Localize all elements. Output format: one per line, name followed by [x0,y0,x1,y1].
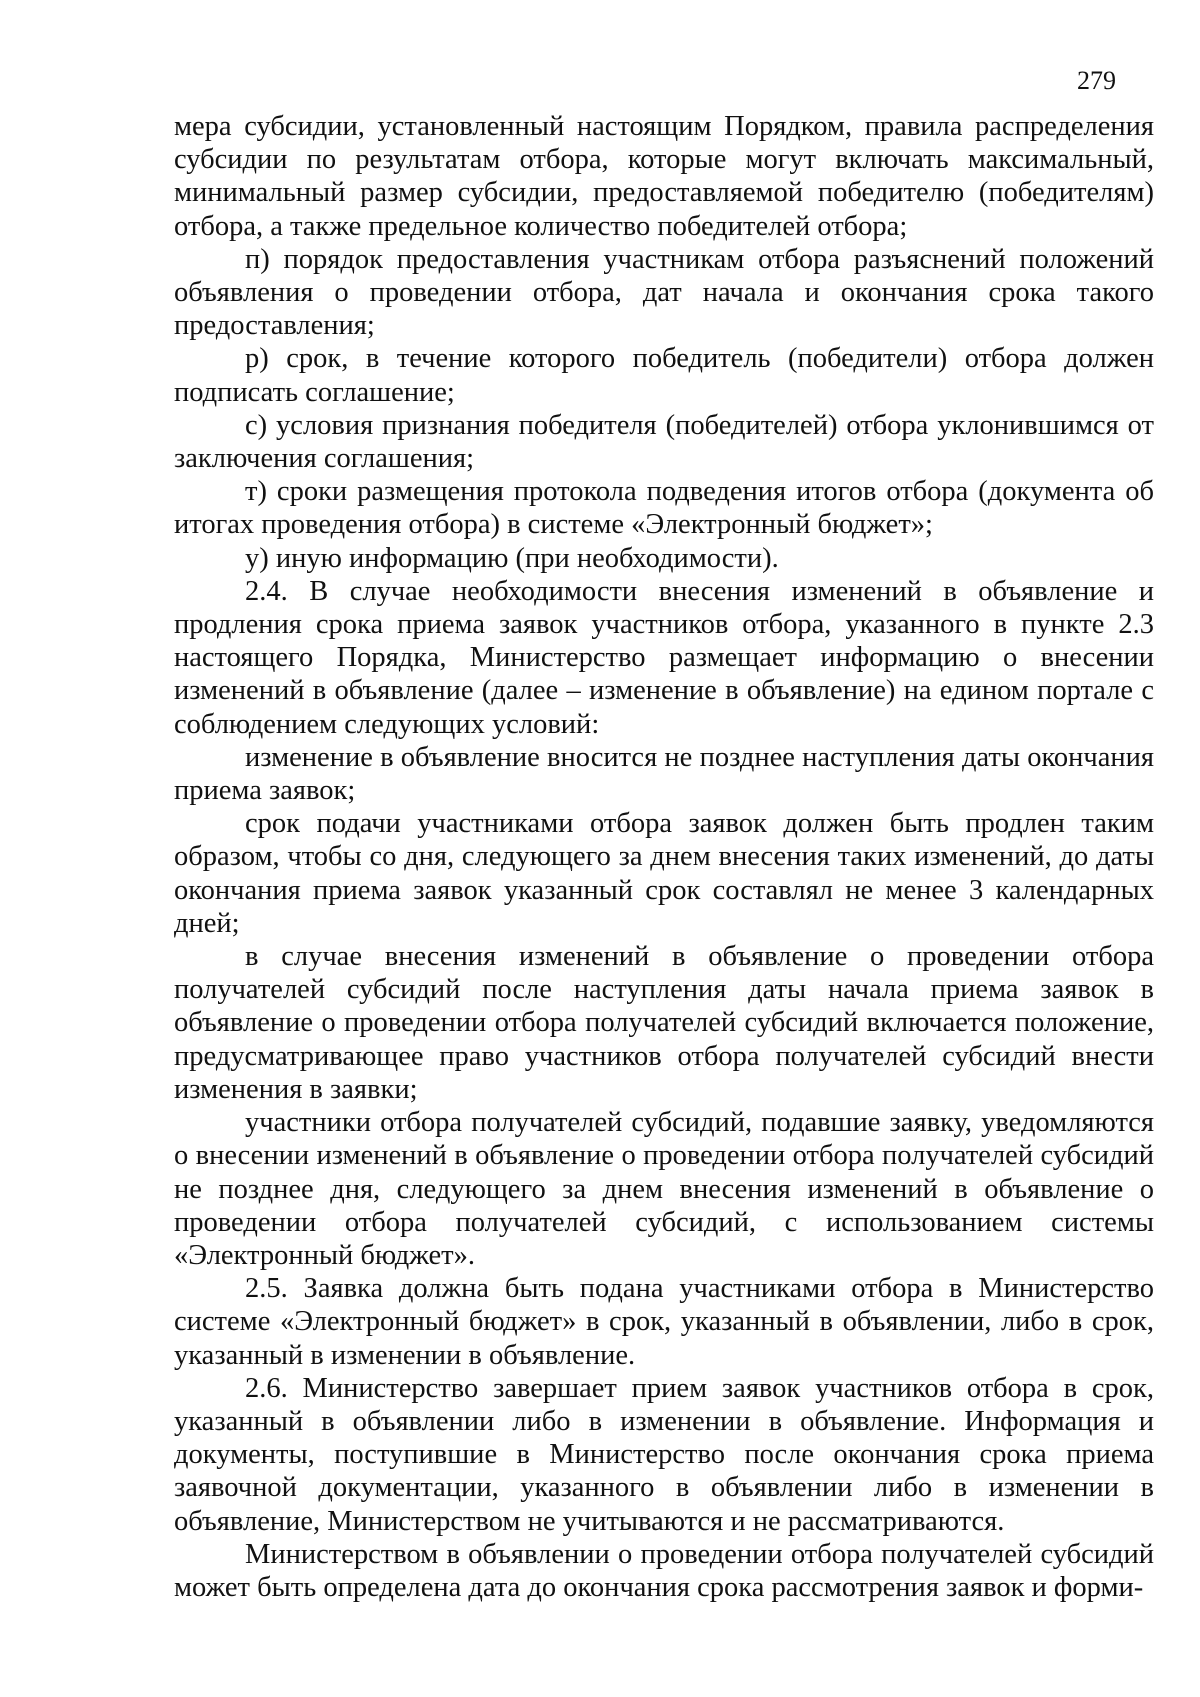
paragraph-item-u: у) иную информацию (при необходимости). [245,542,779,574]
paragraph-condition-2: срок подачи участниками отбора заявок должен быть продлен таким образом, чтобы со дня, следующего за днем внесения таких изменений, до даты окончания приема заявок указанный срок составлял не менее 3 календарных дней; [174,808,1154,939]
document-body [174,110,1154,1604]
page-number: 279 [1077,66,1116,95]
paragraph-item-p: п) порядок предоставления участникам отбора разъяснений положений объявления о проведении отбора, дат начала и окончания срока такого предоставления; [174,243,1154,342]
paragraph-item-s: с) условия признания победителя (победителей) отбора уклонившимся от заключения соглашения; [174,409,1154,475]
paragraph-condition-1: изменение в объявление вносится не позднее наступления даты окончания приема заявок; [174,741,1154,807]
paragraph-section-2-4: 2.4. В случае необходимости внесения изменений в объявление и продления срока приема заявок участников отбора, указанного в пункте 2.3 настоящего Порядка, Министерство размещает информацию о внесении изменений в объявление (далее – изменение в объявление) на едином портале с соблюдением следующих условий: [174,575,1154,740]
paragraph-item-r: р) срок, в течение которого победитель (победители) отбора должен подписать соглашение; [174,343,1154,408]
paragraph-condition-3: в случае внесения изменений в объявление о проведении отбора получателей субсидий после наступления даты начала приема заявок в объявление о проведении отбора получателей субсидий включается положение, предусматривающее право участников отбора получателей субсидий внести изменения в заявки; [174,941,1154,1105]
paragraph-section-2-6: 2.6. Министерство завершает прием заявок участников отбора в срок, указанный в объявлении либо в изменении в объявление. Информация и документы, поступившие в Министерство после окончания срока приема заявочной документации, указанного в объявлении либо в изменении в объявление, Министерством не учитываются и не рассматриваются. [174,1372,1154,1537]
paragraph-final: Министерством в объявлении о проведении отбора получателей субсидий может быть определена дата до окончания срока рассмотрения заявок и форми- [174,1538,1154,1603]
paragraph-item-t: т) сроки размещения протокола подведения итогов отбора (документа об итогах проведения отбора) в системе «Электронный бюджет»; [174,476,1154,541]
paragraph-continuation: мера субсидии, установленный настоящим Порядком, правила распределения субсидии по результатам отбора, которые могут включать максимальный, минимальный размер субсидии, предоставляемой победителю (победителям) отбора, а также предельное количество победителей отбора; [174,111,1154,242]
paragraph-condition-4: участники отбора получателей субсидий, подавшие заявку, уведомляются о внесении изменений в объявление о проведении отбора получателей субсидий не позднее дня, следующего за днем внесения изменений в объявление о проведении отбора получателей субсидий, с использованием системы «Электронный бюджет». [174,1107,1154,1271]
paragraph-section-2-5: 2.5. Заявка должна быть подана участниками отбора в Министерство системе «Электронный бюджет» в срок, указанный в объявлении, либо в срок, указанный в изменении в объявление. [174,1273,1154,1371]
